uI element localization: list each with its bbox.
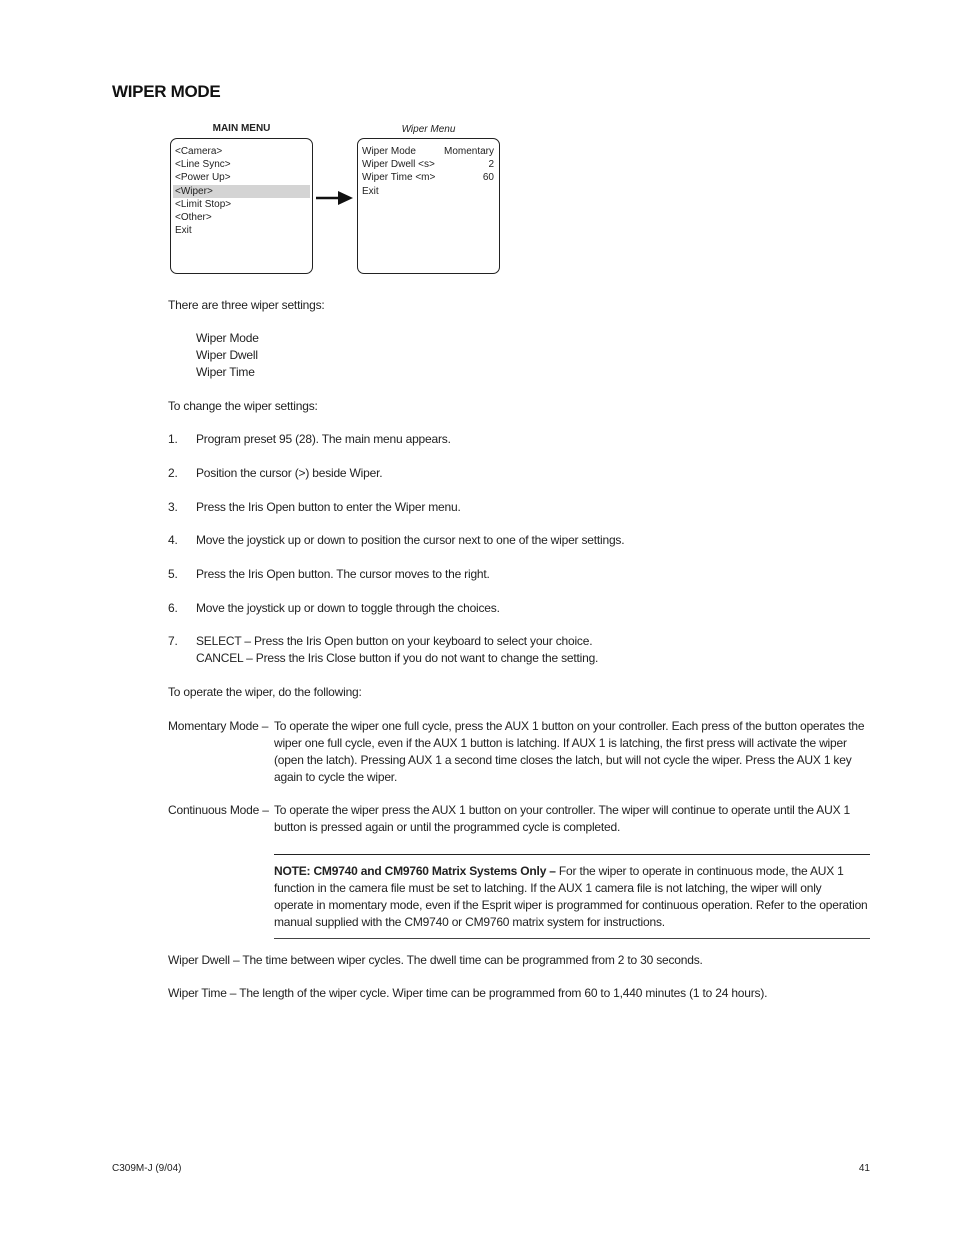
- step-number: 2.: [168, 466, 178, 480]
- main-menu-item-camera: <Camera>: [175, 146, 223, 157]
- step-number: 7.: [168, 634, 178, 648]
- section-title: WIPER MODE: [112, 82, 221, 101]
- step-number: 1.: [168, 432, 178, 446]
- main-menu-item-other: <Other>: [175, 212, 212, 223]
- step-text: Program preset 95 (28). The main menu appears.: [196, 432, 451, 446]
- footer-doc-code: C309M-J (9/04): [112, 1163, 182, 1174]
- setting-item: Wiper Dwell: [196, 348, 258, 362]
- momentary-mode-line: wiper one full cycle, even if the AUX 1 button is latching. If AUX 1 is latching, the first press will activate the wiper: [274, 736, 847, 750]
- note-label: NOTE: CM9740 and CM9760 Matrix Systems Only –: [274, 864, 556, 878]
- intro-text: There are three wiper settings:: [168, 298, 325, 312]
- setting-item: Wiper Time: [196, 365, 255, 379]
- wiper-menu-row-exit: Exit: [362, 186, 379, 197]
- setting-item: Wiper Mode: [196, 331, 259, 345]
- step-text: Press the Iris Open button to enter the Wiper menu.: [196, 500, 461, 514]
- step-text: Position the cursor (>) beside Wiper.: [196, 466, 383, 480]
- note-line: operate in momentary mode, even if the Esprit wiper is programmed for continuous operation. Refer to the operation: [274, 898, 868, 912]
- step-number: 3.: [168, 500, 178, 514]
- continuous-mode-term: Continuous Mode –: [168, 803, 269, 817]
- main-menu-caption: MAIN MENU: [212, 123, 271, 134]
- momentary-mode-line: again to cycle the wiper.: [274, 770, 398, 784]
- wiper-time-description: Wiper Time – The length of the wiper cycle. Wiper time can be programmed from 60 to 1,440 minutes (1 to 24 hours).: [168, 986, 768, 1000]
- momentary-mode-entry: [0, 718, 954, 786]
- note-block: [274, 854, 870, 939]
- wiper-menu-row-dwell: [362, 158, 494, 171]
- main-menu-item-power-up: <Power Up>: [175, 172, 231, 183]
- main-menu-item-line-sync: <Line Sync>: [175, 159, 231, 170]
- main-menu-item-limit-stop: <Limit Stop>: [175, 199, 232, 210]
- note-line: function in the camera file must be set to latching. If the AUX 1 camera file is not latching, the wiper will only: [274, 881, 822, 895]
- step-text: Press the Iris Open button. The cursor moves to the right.: [196, 567, 490, 581]
- wiper-menu-row-mode: [362, 145, 494, 158]
- wiper-menu-row-label: Wiper Dwell <s>: [362, 159, 435, 170]
- note-line: manual supplied with the CM9740 or CM9760 matrix system for instructions.: [274, 915, 665, 929]
- wiper-menu-row-value: Momentary: [443, 146, 494, 157]
- step-item: [0, 633, 954, 667]
- footer-page-number: 41: [858, 1163, 870, 1174]
- wiper-menu-row-value: 60: [482, 172, 494, 183]
- main-menu-box: [170, 138, 313, 274]
- continuous-mode-line: To operate the wiper press the AUX 1 button on your controller. The wiper will continue to operate until the AUX 1: [274, 803, 850, 817]
- wiper-menu-row-label: Wiper Mode: [362, 146, 416, 157]
- step-text: SELECT – Press the Iris Open button on your keyboard to select your choice.: [196, 634, 593, 648]
- operate-intro-text: To operate the wiper, do the following:: [168, 685, 362, 699]
- main-menu-item-exit: Exit: [175, 225, 192, 236]
- momentary-mode-term: Momentary Mode –: [168, 719, 269, 733]
- step-text: Move the joystick up or down to toggle through the choices.: [196, 601, 500, 615]
- wiper-menu-row-value: 2: [488, 159, 494, 170]
- continuous-mode-line: button is pressed again or until the programmed cycle is completed.: [274, 820, 621, 834]
- wiper-menu-row-time: [362, 171, 494, 184]
- step-number: 4.: [168, 533, 178, 547]
- main-menu-item-wiper-highlighted: <Wiper>: [173, 185, 310, 198]
- continuous-mode-entry: [0, 802, 954, 836]
- step-text-cancel: CANCEL – Press the Iris Close button if you do not want to change the setting.: [196, 651, 599, 665]
- wiper-menu-caption: Wiper Menu: [401, 124, 456, 135]
- right-arrow-icon: [316, 190, 354, 206]
- note-first-line: [274, 863, 870, 880]
- momentary-mode-line: (open the latch). Pressing AUX 1 a second time closes the latch, but will not cycle the wiper. Press the AUX 1 key: [274, 753, 852, 767]
- step-text: Move the joystick up or down to position the cursor next to one of the wiper settings.: [196, 533, 625, 547]
- step-number: 5.: [168, 567, 178, 581]
- wiper-dwell-description: Wiper Dwell – The time between wiper cycles. The dwell time can be programmed from 2 to 30 seconds.: [168, 953, 703, 967]
- wiper-menu-box: [357, 138, 500, 274]
- change-intro-text: To change the wiper settings:: [168, 399, 318, 413]
- note-first-line-text: For the wiper to operate in continuous mode, the AUX 1: [555, 864, 844, 878]
- momentary-mode-line: To operate the wiper one full cycle, press the AUX 1 button on your controller. Each press of the button operates the: [274, 719, 865, 733]
- wiper-menu-row-label: Wiper Time <m>: [362, 172, 436, 183]
- step-number: 6.: [168, 601, 178, 615]
